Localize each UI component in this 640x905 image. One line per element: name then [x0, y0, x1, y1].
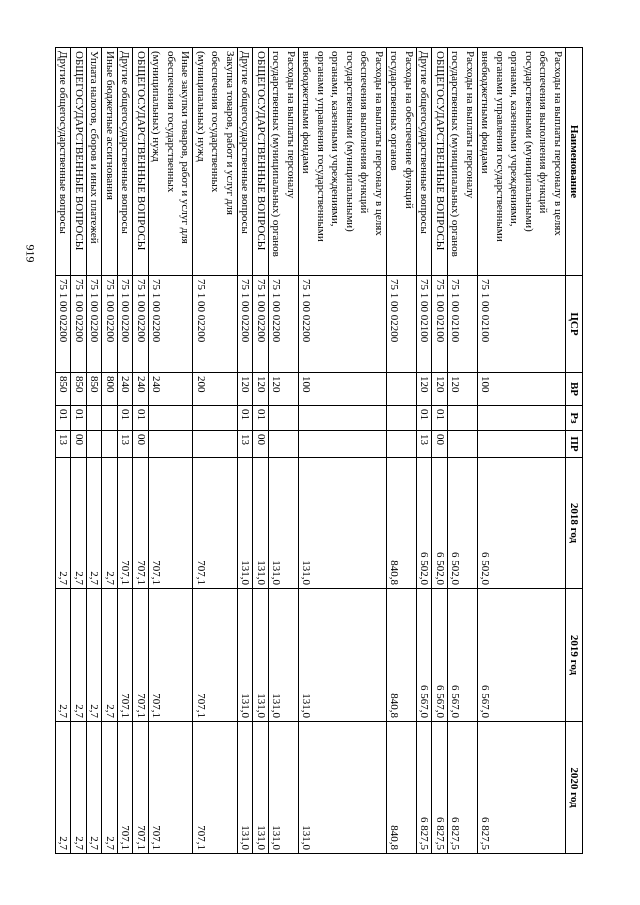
cell-rz — [387, 406, 417, 431]
cell-2018: 2,7 — [56, 458, 72, 589]
cell-2018: 6 502,0 — [432, 458, 448, 589]
cell-csr: 75 1 00 02100 — [417, 276, 433, 373]
cell-vr: 120 — [448, 373, 478, 406]
cell-rz: 01 — [253, 406, 269, 431]
cell-2019: 2,7 — [87, 589, 103, 722]
cell-2020: 707,1 — [133, 722, 149, 854]
cell-rz: 01 — [56, 406, 72, 431]
header-2020: 2020 год — [566, 722, 583, 854]
cell-csr: 75 1 00 02200 — [56, 276, 72, 373]
table-row — [387, 48, 417, 854]
cell-pr — [448, 431, 478, 458]
cell-pr — [478, 431, 566, 458]
header-csr: ЦСР — [566, 276, 583, 373]
cell-rz — [102, 406, 118, 431]
cell-pr: 00 — [71, 431, 87, 458]
cell-2019: 707,1 — [149, 589, 194, 722]
cell-2018: 6 502,0 — [478, 458, 566, 589]
cell-pr — [299, 431, 387, 458]
cell-2019: 6 567,0 — [448, 589, 478, 722]
header-pr: ПР — [566, 431, 583, 458]
table-row — [149, 48, 194, 854]
cell-csr: 75 1 00 02200 — [118, 276, 134, 373]
table-row — [299, 48, 387, 854]
cell-vr: 800 — [102, 373, 118, 406]
cell-name: ОБЩЕГОСУДАРСТВЕННЫЕ ВОПРОСЫ — [432, 48, 448, 276]
cell-csr: 75 1 00 02200 — [102, 276, 118, 373]
cell-name: Расходы на обеспечение функций государственных органов — [387, 48, 417, 276]
cell-pr: 13 — [56, 431, 72, 458]
cell-name: Расходы на выплаты персоналу в целях обеспечения выполнения функций государственными (муниципальными) органами, казенными учреждениями, органами управления государственными внебюджетными фондами — [299, 48, 387, 276]
table-row — [71, 48, 87, 854]
table-row — [448, 48, 478, 854]
cell-2019: 131,0 — [269, 589, 299, 722]
cell-name: ОБЩЕГОСУДАРСТВЕННЫЕ ВОПРОСЫ — [133, 48, 149, 276]
cell-2019: 2,7 — [102, 589, 118, 722]
cell-2018: 707,1 — [149, 458, 194, 589]
cell-2018: 131,0 — [253, 458, 269, 589]
table-row — [102, 48, 118, 854]
cell-vr: 120 — [432, 373, 448, 406]
cell-2018: 131,0 — [299, 458, 387, 589]
cell-2018: 2,7 — [102, 458, 118, 589]
cell-name: Закупка товаров, работ и услуг для обеспечения государственных (муниципальных) нужд — [193, 48, 238, 276]
cell-2019: 840,8 — [387, 589, 417, 722]
cell-vr: 120 — [269, 373, 299, 406]
table-row — [133, 48, 149, 854]
cell-rz — [478, 406, 566, 431]
budget-table — [55, 47, 583, 854]
cell-2020: 2,7 — [56, 722, 72, 854]
cell-vr: 120 — [238, 373, 254, 406]
table-row — [269, 48, 299, 854]
cell-name: Расходы на выплаты персоналу государственных (муниципальных) органов — [448, 48, 478, 276]
table-row — [478, 48, 566, 854]
table-row — [417, 48, 433, 854]
cell-vr: 100 — [299, 373, 387, 406]
cell-vr: 120 — [253, 373, 269, 406]
cell-2020: 131,0 — [269, 722, 299, 854]
table-row — [253, 48, 269, 854]
cell-2020: 2,7 — [71, 722, 87, 854]
cell-2018: 707,1 — [118, 458, 134, 589]
cell-name: Иные бюджетные ассигнования — [102, 48, 118, 276]
cell-pr: 00 — [253, 431, 269, 458]
cell-name: Расходы на выплаты персоналу государственных (муниципальных) органов — [269, 48, 299, 276]
cell-vr: 240 — [133, 373, 149, 406]
cell-2019: 2,7 — [56, 589, 72, 722]
cell-2020: 707,1 — [149, 722, 194, 854]
cell-2019: 6 567,0 — [417, 589, 433, 722]
cell-csr: 75 1 00 02200 — [133, 276, 149, 373]
cell-2020: 707,1 — [193, 722, 238, 854]
cell-rz — [269, 406, 299, 431]
cell-2018: 707,1 — [133, 458, 149, 589]
cell-csr: 75 1 00 02100 — [478, 276, 566, 373]
cell-2020: 131,0 — [238, 722, 254, 854]
cell-2020: 6 827,5 — [432, 722, 448, 854]
table-row — [193, 48, 238, 854]
header-2018: 2018 год — [566, 458, 583, 589]
cell-pr: 13 — [118, 431, 134, 458]
cell-vr: 240 — [149, 373, 194, 406]
cell-2019: 707,1 — [133, 589, 149, 722]
cell-2018: 6 502,0 — [448, 458, 478, 589]
cell-pr: 00 — [133, 431, 149, 458]
cell-2019: 131,0 — [253, 589, 269, 722]
cell-csr: 75 1 00 02200 — [87, 276, 103, 373]
cell-2018: 707,1 — [193, 458, 238, 589]
cell-2019: 2,7 — [71, 589, 87, 722]
cell-rz — [193, 406, 238, 431]
header-2019: 2019 год — [566, 589, 583, 722]
cell-csr: 75 1 00 02200 — [299, 276, 387, 373]
cell-pr — [387, 431, 417, 458]
cell-2018: 131,0 — [238, 458, 254, 589]
table-body — [56, 48, 566, 854]
cell-pr — [102, 431, 118, 458]
cell-pr — [269, 431, 299, 458]
cell-2020: 840,8 — [387, 722, 417, 854]
cell-pr — [87, 431, 103, 458]
cell-vr: 850 — [56, 373, 72, 406]
cell-rz — [87, 406, 103, 431]
cell-2020: 6 827,5 — [417, 722, 433, 854]
cell-csr: 75 1 00 02200 — [149, 276, 194, 373]
cell-pr: 00 — [432, 431, 448, 458]
table-row — [432, 48, 448, 854]
cell-rz — [448, 406, 478, 431]
cell-2020: 2,7 — [102, 722, 118, 854]
cell-vr: 100 — [478, 373, 566, 406]
cell-2018: 131,0 — [269, 458, 299, 589]
cell-rz: 01 — [133, 406, 149, 431]
cell-2020: 6 827,5 — [478, 722, 566, 854]
cell-rz: 01 — [118, 406, 134, 431]
header-vr: ВР — [566, 373, 583, 406]
table-row — [56, 48, 72, 854]
cell-2020: 2,7 — [87, 722, 103, 854]
rotated-page — [57, 47, 583, 853]
cell-name: Другие общегосударственные вопросы — [417, 48, 433, 276]
cell-csr: 75 1 00 02200 — [238, 276, 254, 373]
cell-rz — [149, 406, 194, 431]
cell-rz: 01 — [417, 406, 433, 431]
cell-rz: 01 — [71, 406, 87, 431]
cell-csr: 75 1 00 02200 — [71, 276, 87, 373]
cell-rz: 01 — [432, 406, 448, 431]
header-name: Наименование — [566, 48, 583, 276]
cell-csr: 75 1 00 02200 — [269, 276, 299, 373]
cell-vr — [387, 373, 417, 406]
table-row — [87, 48, 103, 854]
cell-pr — [149, 431, 194, 458]
cell-2018: 840,8 — [387, 458, 417, 589]
cell-csr: 75 1 00 02100 — [432, 276, 448, 373]
cell-name: Расходы на выплаты персоналу в целях обеспечения выполнения функций государственными (муниципальными) органами, казенными учреждениями, органами управления государственными внебюджетными фондами — [478, 48, 566, 276]
cell-2018: 6 502,0 — [417, 458, 433, 589]
cell-vr: 120 — [417, 373, 433, 406]
cell-vr: 850 — [71, 373, 87, 406]
cell-2019: 6 567,0 — [478, 589, 566, 722]
cell-vr: 240 — [118, 373, 134, 406]
table-row — [238, 48, 254, 854]
cell-vr: 850 — [87, 373, 103, 406]
cell-rz — [299, 406, 387, 431]
cell-name: Другие общегосударственные вопросы — [118, 48, 134, 276]
cell-pr: 13 — [238, 431, 254, 458]
cell-pr: 13 — [417, 431, 433, 458]
cell-name: Другие общегосударственные вопросы — [238, 48, 254, 276]
cell-name: Уплата налогов, сборов и иных платежей — [87, 48, 103, 276]
cell-csr: 75 1 00 02200 — [387, 276, 417, 373]
cell-2018: 2,7 — [87, 458, 103, 589]
cell-2019: 131,0 — [299, 589, 387, 722]
page-number: 919 — [23, 244, 38, 263]
cell-csr: 75 1 00 02100 — [448, 276, 478, 373]
cell-csr: 75 1 00 02200 — [253, 276, 269, 373]
cell-2020: 6 827,5 — [448, 722, 478, 854]
cell-name: ОБЩЕГОСУДАРСТВЕННЫЕ ВОПРОСЫ — [71, 48, 87, 276]
cell-2019: 131,0 — [238, 589, 254, 722]
cell-name: Иные закупки товаров, работ и услуг для обеспечения государственных (муниципальных) нужд — [149, 48, 194, 276]
cell-csr: 75 1 00 02200 — [193, 276, 238, 373]
header-rz: Рз — [566, 406, 583, 431]
cell-vr: 200 — [193, 373, 238, 406]
cell-2020: 131,0 — [299, 722, 387, 854]
cell-name: ОБЩЕГОСУДАРСТВЕННЫЕ ВОПРОСЫ — [253, 48, 269, 276]
cell-2019: 707,1 — [193, 589, 238, 722]
cell-pr — [193, 431, 238, 458]
table-header-row — [566, 48, 583, 854]
cell-2020: 131,0 — [253, 722, 269, 854]
cell-2020: 707,1 — [118, 722, 134, 854]
cell-2019: 707,1 — [118, 589, 134, 722]
cell-name: Другие общегосударственные вопросы — [56, 48, 72, 276]
cell-2018: 2,7 — [71, 458, 87, 589]
cell-rz: 01 — [238, 406, 254, 431]
table-row — [118, 48, 134, 854]
cell-2019: 6 567,0 — [432, 589, 448, 722]
